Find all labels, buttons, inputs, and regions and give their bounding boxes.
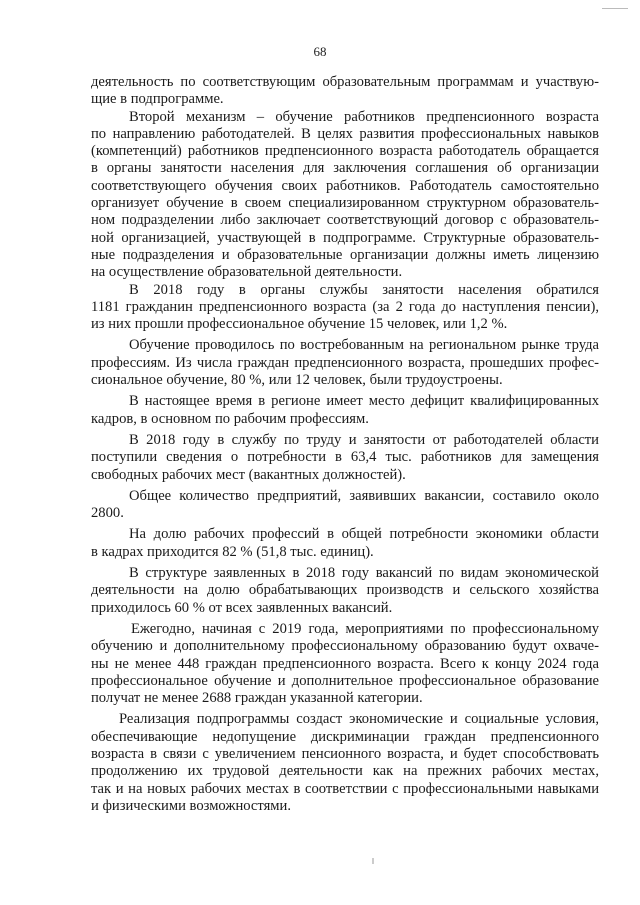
document-body — [91, 74, 599, 815]
text-line: организует обучение в своем специализированном структурном образователь- — [91, 195, 599, 212]
text-line: по направлению работодателей. В целях развития профессиональных навыков — [91, 125, 599, 142]
text-line: получат не менее 2688 граждан указанной категории. — [91, 690, 423, 707]
page-number: 68 — [313, 44, 327, 59]
text-line: щие в подпрограмме. — [91, 91, 224, 108]
text-line: профессиям. Из числа граждан предпенсионного возраста, прошедших профес- — [91, 354, 599, 371]
text-line: и физическими возможностями. — [91, 797, 291, 814]
text-line: 1181 гражданин предпенсионного возраста (за 2 года до наступления пенсии), — [91, 298, 599, 315]
text-line: ном подразделении либо заключает соответствующий договор с образователь- — [91, 212, 599, 229]
scan-artifact — [372, 858, 374, 864]
text-line: ные подразделения и образовательные организации должны иметь лицензию — [91, 246, 599, 263]
text-line: продолжению их трудовой деятельности как на прежних рабочих местах, — [91, 763, 599, 780]
text-line: (компетенций) работников предпенсионного возраста работодатель обращается — [91, 143, 599, 160]
text-line: поступили сведения о потребности в 63,4 тыс. работников для замещения — [91, 449, 599, 466]
text-line: На долю рабочих профессий в общей потребности экономики области — [129, 526, 599, 543]
text-line: возраста в связи с увеличением пенсионного возраста, и будет способствовать — [91, 745, 599, 762]
text-line: деятельности на долю обрабатывающих производств и сельского хозяйства — [91, 582, 599, 599]
text-line: соответствующего обучения своих работников. Работодатель самостоятельно — [91, 177, 599, 194]
text-line: ной организацией, участвующей в подпрограмме. Структурные образователь- — [91, 229, 599, 246]
text-line: из них прошли профессиональное обучение 15 человек, или 1,2 %. — [91, 316, 508, 333]
text-line: в органы занятости населения для заключения соглашения об организации — [91, 160, 599, 177]
text-line: свободных рабочих мест (вакантных должностей). — [91, 466, 406, 483]
text-line: ны не менее 448 граждан предпенсионного возраста. Всего к концу 2024 года — [91, 655, 599, 672]
text-line: Ежегодно, начиная с 2019 года, мероприятиями по профессиональному — [131, 620, 599, 637]
text-line: кадров, в основном по рабочим профессиям. — [91, 410, 369, 427]
text-line: В настоящее время в регионе имеет место дефицит квалифицированных — [129, 393, 599, 410]
text-line: сиональное обучение, 80 %, или 12 человек, были трудоустроены. — [91, 372, 503, 389]
text-line: профессиональное обучение и дополнительное профессиональное образование — [91, 672, 599, 689]
text-line: Обучение проводилось по востребованным на региональном рынке труда — [129, 337, 599, 354]
text-line: Второй механизм – обучение работников предпенсионного возраста — [129, 108, 599, 125]
text-line: на осуществление образовательной деятельности. — [91, 264, 403, 281]
text-line: В 2018 году в органы службы занятости населения обратился — [129, 281, 599, 298]
text-line: деятельность по соответствующим образовательным программам и участвую- — [91, 74, 599, 90]
text-line: так и на новых рабочих местах в соответствии с профессиональными навыками — [91, 780, 599, 797]
text-line: Общее количество предприятий, заявивших вакансии, составило около — [129, 487, 599, 504]
text-line: Реализация подпрограммы создаст экономические и социальные условия, — [119, 711, 599, 728]
scan-corner-mark — [602, 8, 628, 11]
text-line: обучению и дополнительному профессиональному образованию будут охваче- — [91, 638, 599, 655]
text-line: В 2018 году в службу по труду и занятости от работодателей области — [129, 431, 599, 448]
text-line: в кадрах приходится 82 % (51,8 тыс. единиц). — [91, 543, 374, 560]
text-line: В структуре заявленных в 2018 году вакансий по видам экономической — [129, 565, 599, 582]
text-line: обеспечивающие недопущение дискриминации граждан предпенсионного — [91, 728, 599, 745]
text-line: 2800. — [91, 505, 124, 522]
text-line: приходилось 60 % от всех заявленных вакансий. — [91, 599, 393, 616]
